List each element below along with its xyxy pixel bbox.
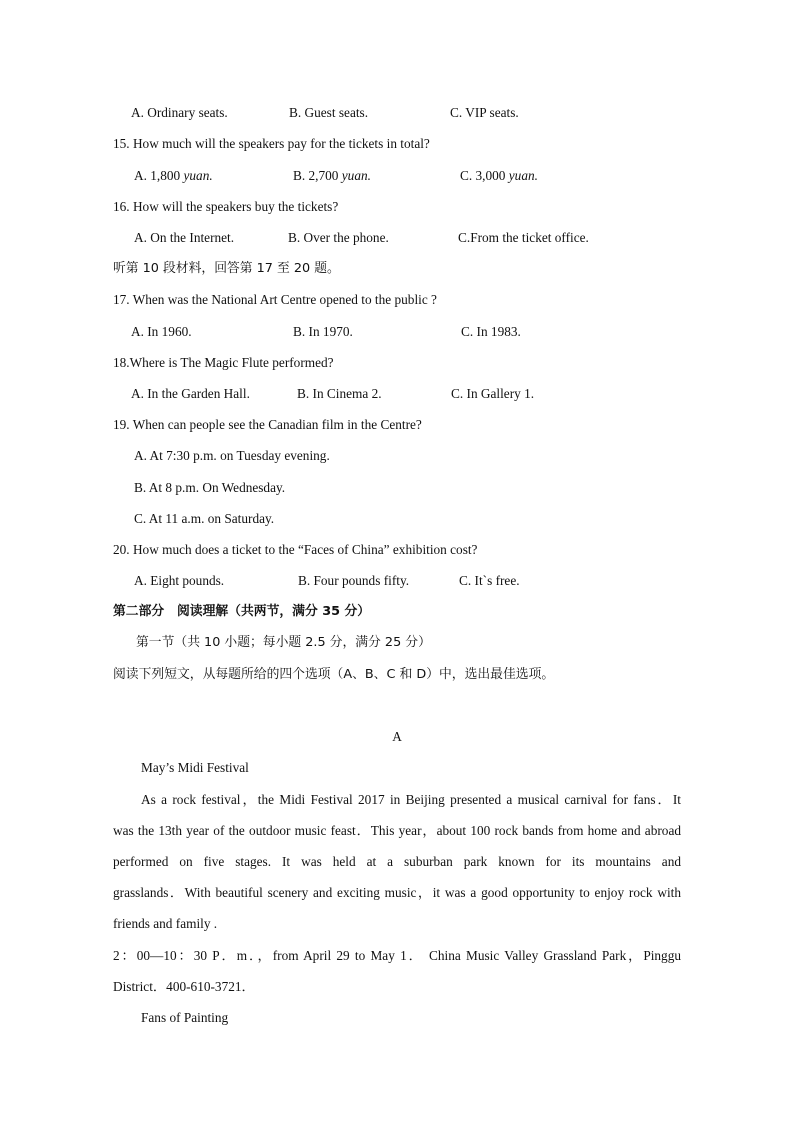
q19-option-b: B. At 8 p.m. On Wednesday.: [134, 480, 286, 495]
q17-stem: 17. When was the National Art Centre opened to the public ?: [113, 292, 437, 307]
q17-option-a: A. In 1960.: [131, 324, 192, 339]
q17-option-c: C. In 1983.: [461, 324, 521, 339]
q16-option-c: C.From the ticket office.: [458, 230, 589, 245]
q16-option-a: A. On the Internet.: [134, 230, 235, 245]
q15-option-b: B. 2,700 yuan.: [293, 168, 371, 183]
passage-line-1: As a rock festival，the Midi Festival 2017 in Beijing presented a musical carnival for fans．It: [141, 792, 681, 807]
section-10-instruction: 听第 10 段材料，回答第 17 至 20 题。: [113, 261, 340, 276]
q20-stem: 20. How much does a ticket to the “Faces of China” exhibition cost?: [113, 542, 478, 557]
q16-option-b: B. Over the phone.: [288, 230, 389, 245]
passage-line-3: performed on five stages. It was held at a suburban park known for its mountains and: [113, 854, 681, 869]
q16-stem: 16. How will the speakers buy the tickets?: [113, 199, 339, 214]
passage-letter: A: [392, 729, 402, 744]
next-section-heading: Fans of Painting: [141, 1010, 229, 1025]
q15-option-a: A. 1,800 yuan.: [134, 168, 213, 183]
q18-option-a: A. In the Garden Hall.: [131, 386, 250, 401]
part-2-section-1: 第一节（共 10 小题；每小题 2.5 分，满分 25 分）: [136, 635, 431, 650]
q18-option-b: B. In Cinema 2.: [297, 386, 382, 401]
q19-option-a: A. At 7:30 p.m. on Tuesday evening.: [134, 448, 330, 463]
passage-info-line-1: 2：00—10：30 P．m．，from April 29 to May 1． China Music Valley Grassland Park，Pinggu: [113, 948, 681, 963]
q17-option-b: B. In 1970.: [293, 324, 353, 339]
q18-stem: 18.Where is The Magic Flute performed?: [113, 355, 334, 370]
part-2-instruction: 阅读下列短文，从每题所给的四个选项（A、B、C 和 D）中，选出最佳选项。: [113, 667, 555, 682]
q20-option-a: A. Eight pounds.: [134, 573, 225, 588]
q15-option-c: C. 3,000 yuan.: [460, 168, 538, 183]
q14-option-b: B. Guest seats.: [289, 105, 369, 120]
q20-option-c: C. It`s free.: [459, 573, 520, 588]
passage-heading: May’s Midi Festival: [141, 760, 249, 775]
q18-option-c: C. In Gallery 1.: [451, 386, 535, 401]
q19-stem: 19. When can people see the Canadian film in the Centre?: [113, 417, 422, 432]
part-2-title: 第二部分 阅读理解（共两节，满分 35 分）: [113, 604, 371, 619]
passage-line-4: grasslands．With beautiful scenery and exciting music，it was a good opportunity to enjoy rock with: [113, 885, 681, 900]
q14-option-c: C. VIP seats.: [450, 105, 519, 120]
passage-line-5: friends and family .: [113, 916, 218, 931]
passage-info-line-2: District．400-610-3721．: [113, 979, 255, 994]
q19-option-c: C. At 11 a.m. on Saturday.: [134, 511, 275, 526]
q15-stem: 15. How much will the speakers pay for the tickets in total?: [113, 136, 430, 151]
passage-line-2: was the 13th year of the outdoor music feast．This year，about 100 rock bands from home and abroad: [113, 823, 681, 838]
q14-option-a: A. Ordinary seats.: [131, 105, 228, 120]
q20-option-b: B. Four pounds fifty.: [298, 573, 410, 588]
